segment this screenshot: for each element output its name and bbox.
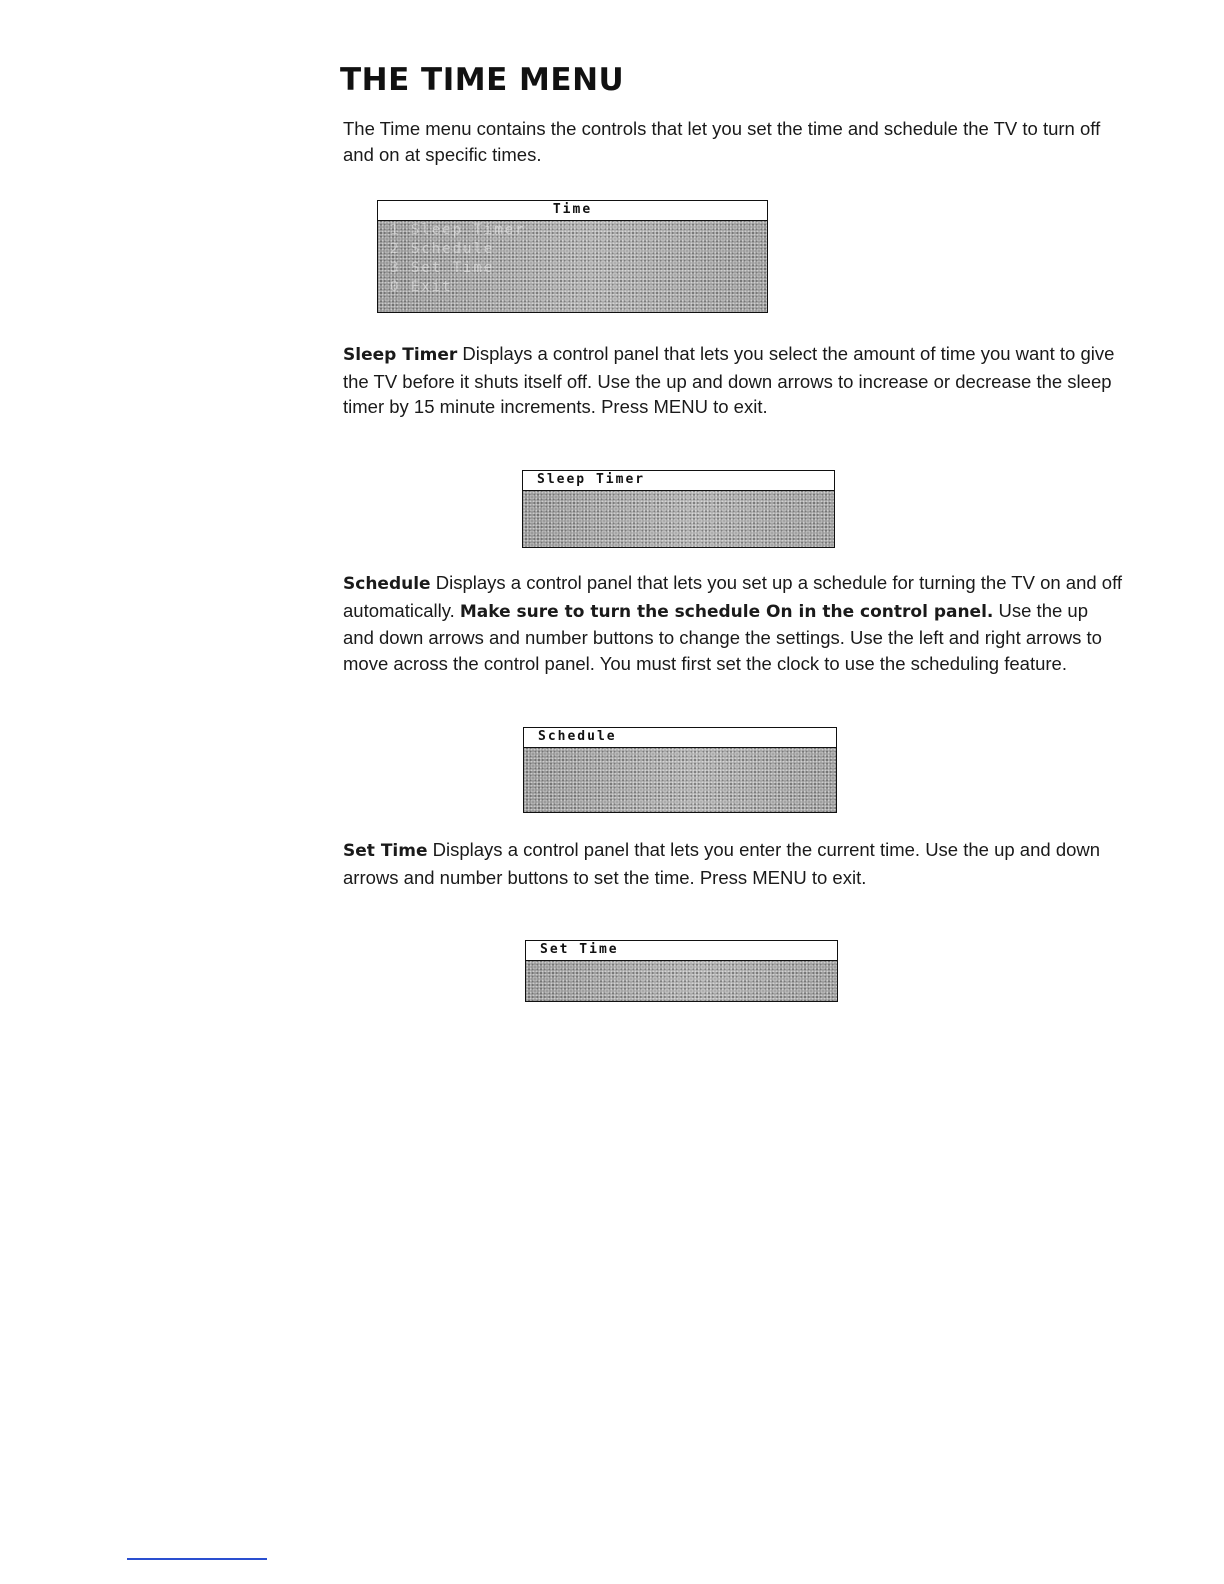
sleep-timer-text: Displays a control panel that lets you select the amount of time you want to give the TV before it shuts itself off. Use the up and down arrows to increase or decrease the sleep timer by 15 minute increments. Press MENU to exit. <box>343 343 1115 417</box>
set-time-screen <box>525 940 838 1002</box>
intro-paragraph: The Time menu contains the controls that let you set the time and schedule the TV to turn off and on at specific times. <box>343 118 1101 165</box>
footnote-divider <box>127 1558 267 1560</box>
sleep-timer-screen-body <box>523 491 834 547</box>
time-menu-item: 2 Schedule <box>390 241 495 257</box>
schedule-screen-title: Schedule <box>524 728 836 748</box>
sleep-timer-term: Sleep Timer <box>343 345 458 365</box>
set-time-screen-body <box>526 961 837 1001</box>
sleep-timer-paragraph <box>343 341 1123 420</box>
set-time-screen-title: Set Time <box>526 941 837 961</box>
sleep-timer-screen-title: Sleep Timer <box>523 471 834 491</box>
sleep-timer-screen <box>522 470 835 548</box>
schedule-screen <box>523 727 837 813</box>
schedule-term: Schedule <box>343 574 431 594</box>
schedule-text-after: Use the up and down arrows and number buttons to change the settings. Use the left and right arrows to move across the control panel. You must first set the clock to use the scheduling feature. <box>343 599 1102 674</box>
schedule-paragraph <box>343 570 1123 676</box>
set-time-text: Displays a control panel that lets you enter the current time. Use the up and down arrows and number buttons to set the time. Press MENU to exit. <box>343 839 1101 888</box>
set-time-paragraph <box>343 837 1123 890</box>
time-menu-body <box>378 221 767 312</box>
time-menu-title: Time <box>378 201 767 221</box>
time-menu-screen <box>377 200 768 313</box>
schedule-screen-body <box>524 748 836 812</box>
schedule-emphasis: Make sure to turn the schedule On in the control panel. <box>459 601 994 622</box>
set-time-term: Set Time <box>343 841 428 861</box>
time-menu-item: 0 Exit <box>390 279 453 295</box>
page-title: THE TIME MENU <box>340 62 625 98</box>
time-menu-item: 1 Sleep Timer <box>390 222 526 238</box>
schedule-text-before: Displays a control panel that lets you set up a schedule for turning the TV on and off automatically. <box>343 572 1123 621</box>
time-menu-item: 3 Set Time <box>390 260 495 276</box>
